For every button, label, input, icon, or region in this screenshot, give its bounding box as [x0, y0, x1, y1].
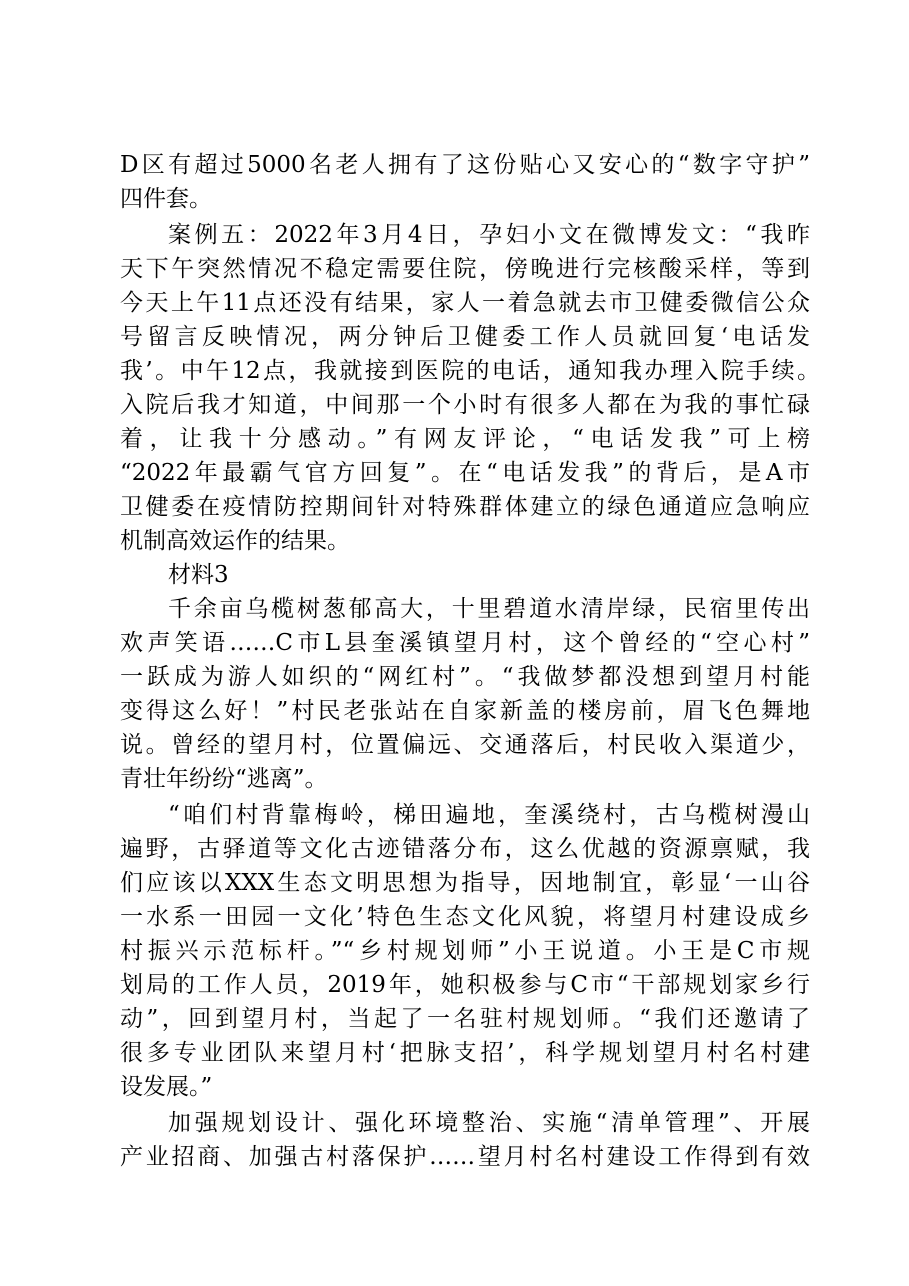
text-line: 加强规划设计、强化环境整治、实施“清单管理”、开展 — [168, 1110, 810, 1136]
text-line: 入院后我才知道，中间那一个小时有很多人都在为我的事忙碌 — [120, 392, 810, 418]
text-line: 卫健委在疫情防控期间针对特殊群体建立的绿色通道应急响应 — [120, 494, 810, 520]
text-line: 村振兴示范标杆。”“乡村规划师”小王说道。小王是C市规 — [120, 938, 810, 964]
text-line: 划局的工作人员，2019年，她积极参与C市“干部规划家乡行 — [120, 972, 810, 998]
text-line: 今天上午11点还没有结果，家人一着急就去市卫健委微信公众 — [120, 290, 810, 316]
text-line: 设发展。” — [120, 1074, 213, 1100]
text-line: 动”，回到望月村，当起了一名驻村规划师。“我们还邀请了 — [120, 1006, 810, 1032]
text-line: “2022年最霸气官方回复”。在“电话发我”的背后，是A市 — [120, 460, 810, 486]
text-line: 我’。中午12点，我就接到医院的电话，通知我办理入院手续。 — [120, 358, 820, 384]
text-line: 说。曾经的望月村，位置偏远、交通落后，村民收入渠道少， — [120, 732, 810, 758]
text-line: 们应该以XXX生态文明思想为指导，因地制宜，彰显‘一山谷 — [120, 870, 810, 896]
text-line: 一水系一田园一文化’特色生态文化风貌，将望月村建设成乡 — [120, 904, 810, 930]
text-line: 变得这么好！”村民老张站在自家新盖的楼房前，眉飞色舞地 — [120, 698, 810, 724]
text-line: 产业招商、加强古村落保护……望月村名村建设工作得到有效 — [120, 1144, 810, 1170]
text-line: “咱们村背靠梅岭，梯田遍地，奎溪绕村，古乌榄树漫山 — [168, 802, 810, 828]
text-line: D区有超过5000名老人拥有了这份贴心又安心的“数字守护” — [120, 152, 810, 178]
text-line: 天下午突然情况不稳定需要住院，傍晚进行完核酸采样，等到 — [120, 256, 810, 282]
section-heading: 材料3 — [168, 562, 229, 588]
text-line: 着，让我十分感动。”有网友评论，“电话发我”可上榜 — [120, 426, 810, 452]
text-line: 欢声笑语……C市L县奎溪镇望月村，这个曾经的“空心村” — [120, 630, 810, 656]
text-line: 案例五：2022年3月4日，孕妇小文在微博发文：“我昨 — [168, 222, 810, 248]
text-line: 千余亩乌榄树葱郁高大，十里碧道水清岸绿，民宿里传出 — [168, 596, 810, 622]
text-line: 很多专业团队来望月村‘把脉支招’，科学规划望月村名村建 — [120, 1040, 810, 1066]
text-line: 遍野，古驿道等文化古迹错落分布，这么优越的资源禀赋，我 — [120, 836, 810, 862]
text-line: 一跃成为游人如织的“网红村”。“我做梦都没想到望月村能 — [120, 664, 810, 690]
text-line: 号留言反映情况，两分钟后卫健委工作人员就回复‘电话发 — [120, 324, 810, 350]
text-line: 四件套。 — [120, 186, 212, 212]
text-line: 青壮年纷纷“逃离”。 — [120, 766, 328, 792]
text-line: 机制高效运作的结果。 — [120, 528, 350, 554]
